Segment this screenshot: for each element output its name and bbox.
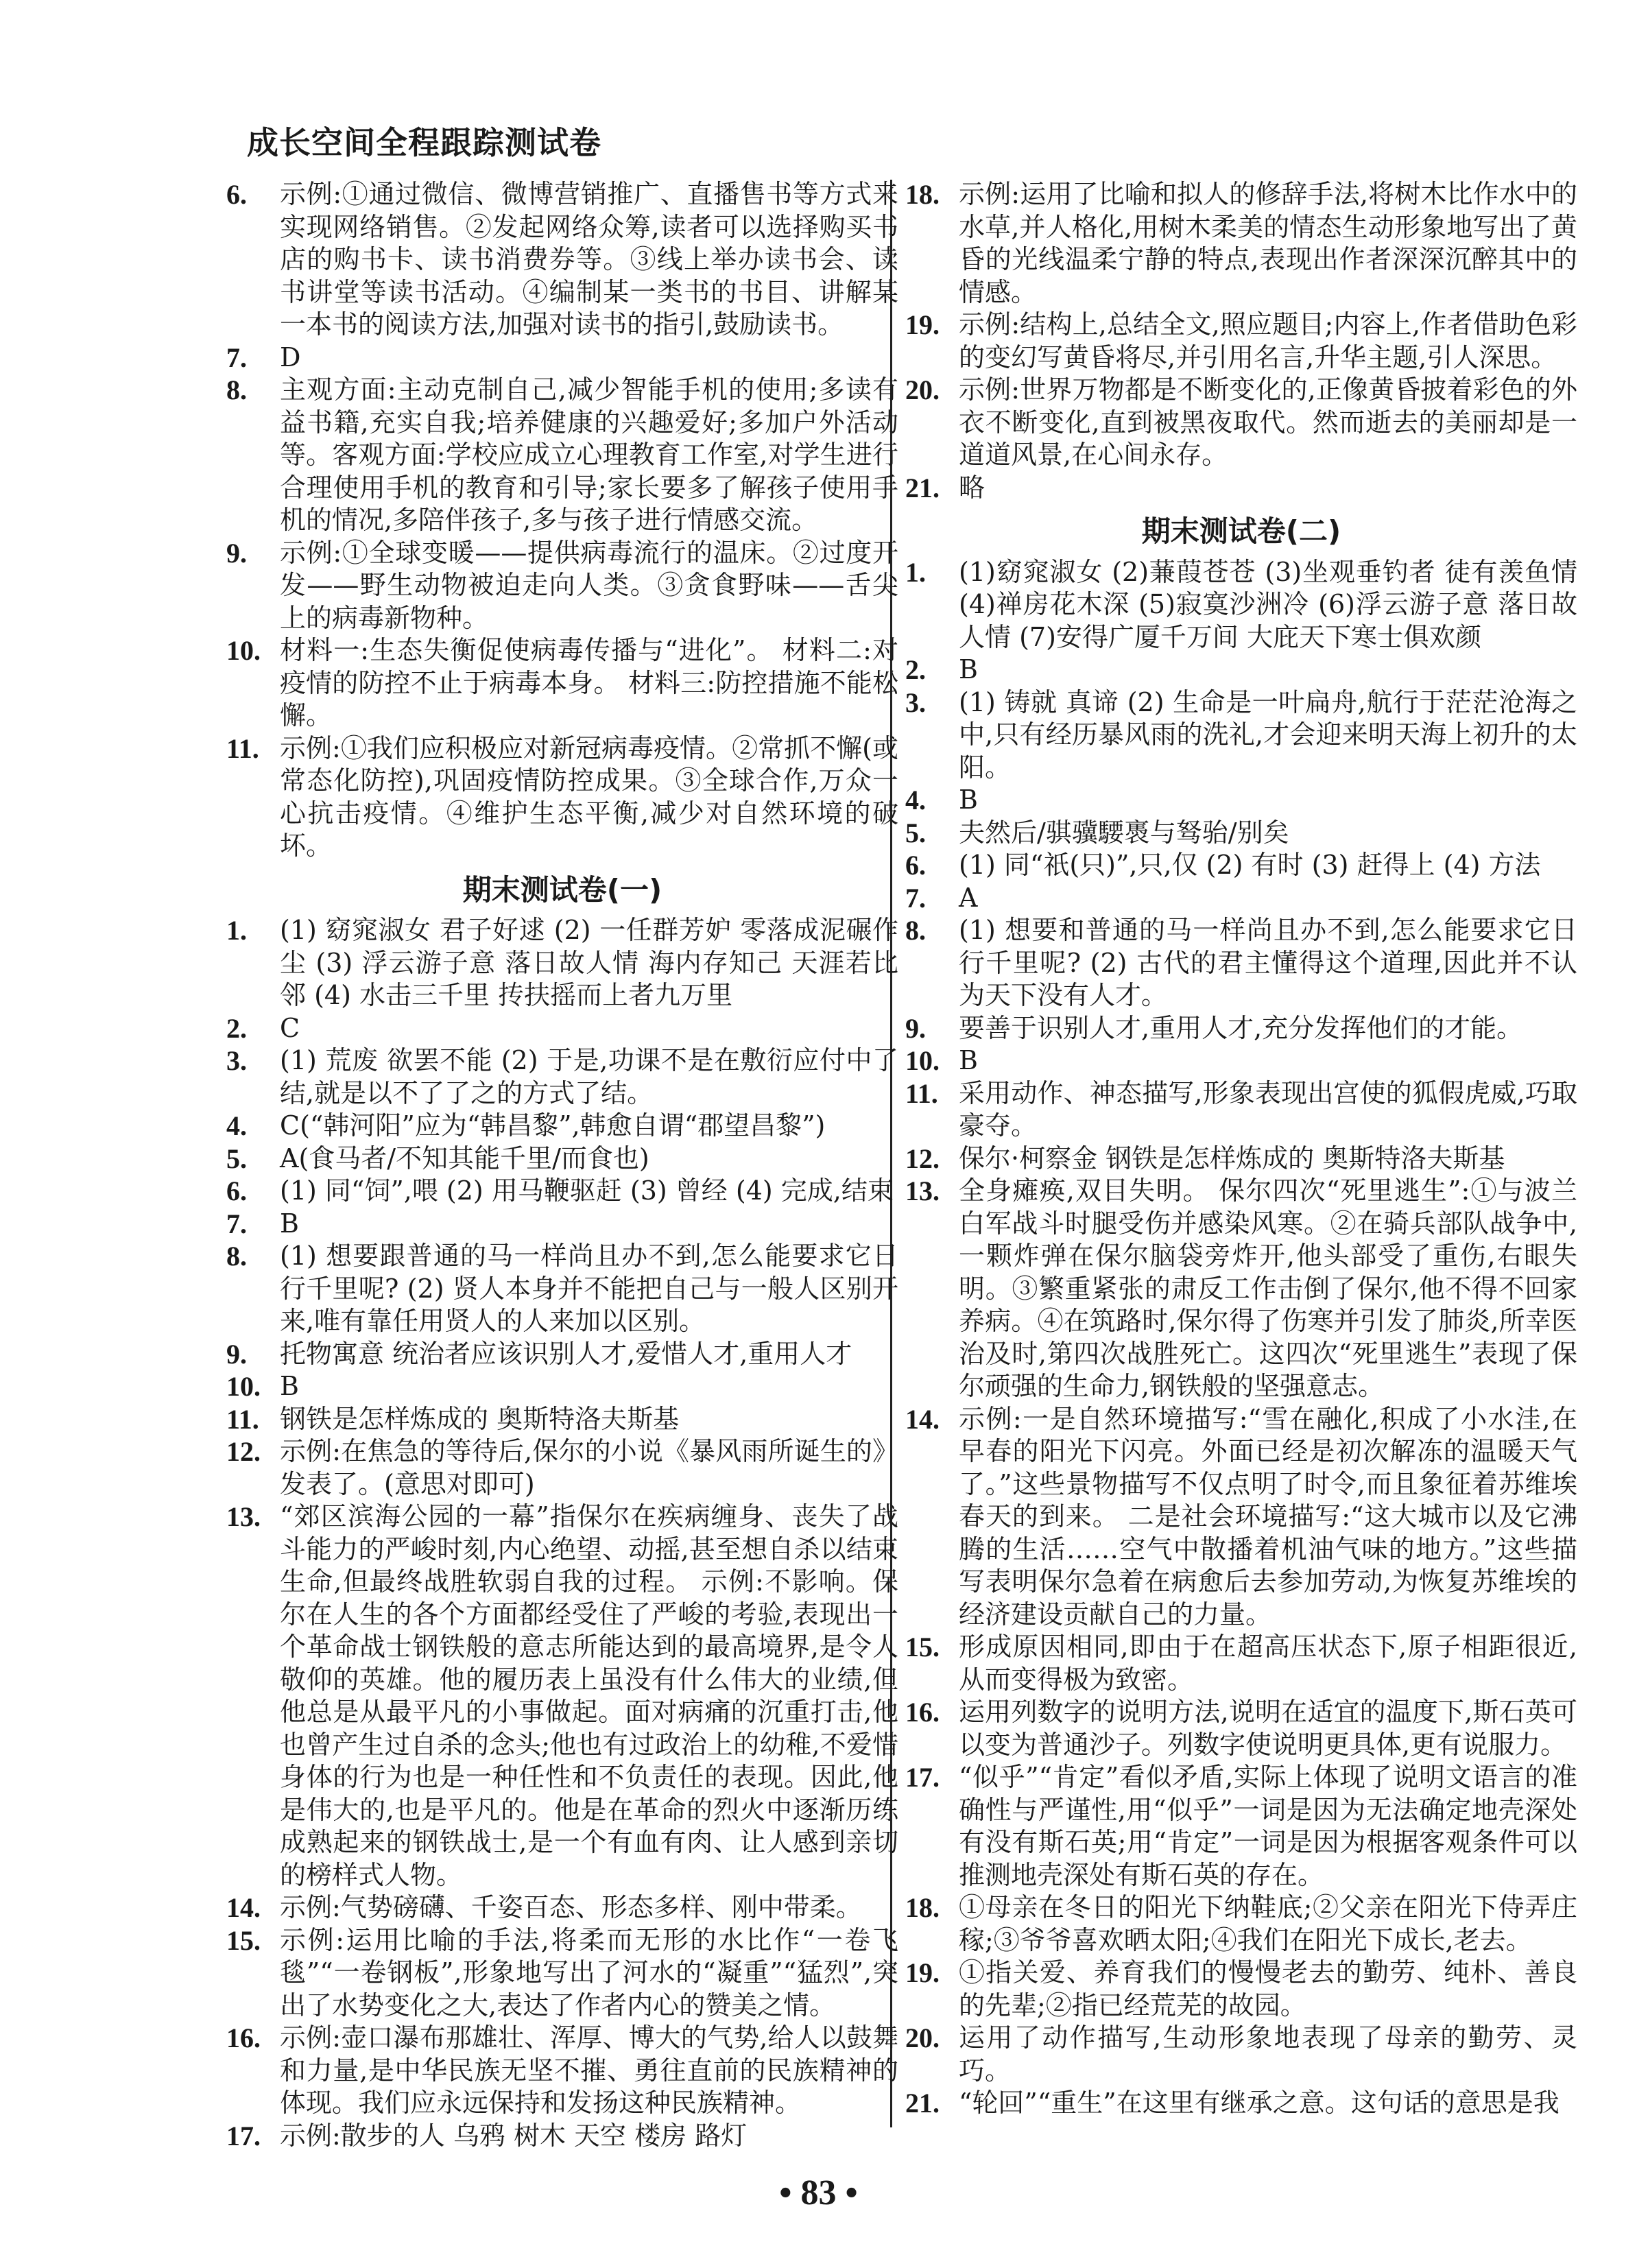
question-number: 9. <box>226 1338 247 1370</box>
question-number: 8. <box>226 1241 247 1272</box>
answer-text: 示例:①我们应积极应对新冠病毒疫情。②常抓不懈(或常态化防控),巩固疫情防控成果。③全球合作,万众一心抗击疫情。④维护生态平衡,减少对自然环境的破坏。 <box>280 732 898 861</box>
question-number: 17. <box>226 2120 261 2151</box>
answer-item <box>905 1631 1577 1696</box>
answer-item <box>905 178 1577 309</box>
answer-item <box>226 1501 898 1891</box>
question-number: 5. <box>905 817 926 848</box>
answer-text: B <box>959 1045 978 1075</box>
question-number: 5. <box>226 1143 247 1174</box>
answer-item <box>905 1077 1577 1143</box>
answer-item <box>905 687 1577 785</box>
answer-text: “似乎”“肯定”看似矛盾,实际上体现了说明文语言的准确性与严谨性,用“似乎”一词是因为无法确定地壳深处有没有斯石英;用“肯定”一词是因为根据客观条件可以推测地壳深处有斯石英的存在。 <box>959 1762 1577 1890</box>
answer-item <box>226 1403 898 1436</box>
question-number: 18. <box>905 179 940 210</box>
answer-item <box>226 1240 898 1338</box>
question-number: 8. <box>905 915 926 946</box>
answer-text: (1)窈窕淑女 (2)蒹葭苍苍 (3)坐观垂钓者 徒有羡鱼情 (4)禅房花木深 (5)寂寞沙洲冷 (6)浮云游子意 落日故人情 (7)安得广厦千万间 大庇天下寒士俱欢颜 <box>959 556 1577 652</box>
question-number: 20. <box>905 374 940 405</box>
answer-text: (1) 窈窕淑女 君子好逑 (2) 一任群芳妒 零落成泥碾作尘 (3) 浮云游子意 落日故人情 海内存知己 天涯若比邻 (4) 水击三千里 抟扶摇而上者九万里 <box>280 915 898 1010</box>
answer-item <box>905 309 1577 374</box>
answer-text: 材料一:生态失衡促使病毒传播与“进化”。 材料二:对疫情的防控不止于病毒本身。 材料三:防控措施不能松懈。 <box>280 635 898 730</box>
page-header-title: 成长空间全程跟踪测试卷 <box>247 124 601 161</box>
answer-text: 保尔·柯察金 钢铁是怎样炼成的 奥斯特洛夫斯基 <box>959 1143 1505 1173</box>
question-number: 7. <box>905 882 926 914</box>
answer-item <box>226 1175 898 1208</box>
question-number: 2. <box>905 654 926 685</box>
answer-text: (1) 同“饲”,喂 (2) 用马鞭驱赶 (3) 曾经 (4) 完成,结束 <box>280 1175 894 1206</box>
answer-item <box>905 817 1577 850</box>
question-number: 11. <box>905 1077 938 1109</box>
answer-item <box>226 1012 898 1045</box>
answer-text: B <box>959 654 978 684</box>
answer-item <box>226 1924 898 2022</box>
question-number: 10. <box>226 1371 261 1402</box>
question-number: 15. <box>226 1924 261 1956</box>
answer-item <box>226 1370 898 1403</box>
answer-text: 托物寓意 统治者应该识别人才,爱惜人才,重用人才 <box>280 1338 852 1369</box>
answer-item <box>905 1012 1577 1045</box>
question-number: 7. <box>226 1208 247 1239</box>
answer-text: 示例:结构上,总结全文,照应题目;内容上,作者借助色彩的变幻写黄昏将尽,并引用名言,升华主题,引人深思。 <box>959 309 1577 372</box>
question-number: 7. <box>226 342 247 373</box>
answer-text: 示例:在焦急的等待后,保尔的小说《暴风雨所诞生的》发表了。(意思对即可) <box>280 1436 898 1499</box>
answer-item <box>226 178 898 342</box>
answer-text: ①指关爱、养育我们的慢慢老去的勤劳、纯朴、善良的先辈;②指已经荒芜的故园。 <box>959 1957 1577 2020</box>
section-title-final-test-1: 期末测试卷(一) <box>462 872 662 907</box>
answer-item <box>226 537 898 635</box>
answer-item <box>226 1338 898 1371</box>
answer-text: (1) 同“祇(只)”,只,仅 (2) 有时 (3) 赶得上 (4) 方法 <box>959 850 1541 880</box>
answer-text: (1) 想要跟普通的马一样尚且办不到,怎么能要求它日行千里呢? (2) 贤人本身并不能把自己与一般人区别开来,唯有靠任用贤人的人来加以区别。 <box>280 1241 898 1336</box>
answer-item <box>905 882 1577 915</box>
question-number: 4. <box>905 785 926 815</box>
answer-text: 示例:运用比喻的手法,将柔而无形的水比作“一卷飞毯”“一卷钢板”,形象地写出了河水的“凝重”“猛烈”,突出了水势变化之大,表达了作者内心的赞美之情。 <box>280 1924 898 2020</box>
answer-item <box>905 1045 1577 1077</box>
question-number: 19. <box>905 309 940 340</box>
question-number: 1. <box>905 556 926 588</box>
answer-text: ①母亲在冬日的阳光下纳鞋底;②父亲在阳光下侍弄庄稼;③爷爷喜欢晒太阳;④我们在阳光下成长,老去。 <box>959 1892 1577 1955</box>
answer-text: C(“韩河阳”应为“韩昌黎”,韩愈自谓“郡望昌黎”) <box>280 1110 826 1141</box>
question-number: 8. <box>226 374 247 405</box>
answer-item <box>226 1208 898 1241</box>
answer-item <box>905 1891 1577 1957</box>
answer-text: 全身瘫痪,双目失明。 保尔四次“死里逃生”:①与波兰白军战斗时腿受伤并感染风寒。②在骑兵部队战争中,一颗炸弹在保尔脑袋旁炸开,他头部受了重伤,右眼失明。③繁重紧张的肃反工作击倒了保尔,他不得不回家养病。④在筑路时,保尔得了伤寒并引发了肺炎,所幸医治及时,第四次战胜死亡。这四次“死里逃生”表现了保尔顽强的生命力,钢铁般的坚强意志。 <box>959 1175 1577 1401</box>
answer-text: 主观方面:主动克制自己,减少智能手机的使用;多读有益书籍,充实自我;培养健康的兴趣爱好;多加户外活动等。客观方面:学校应成立心理教育工作室,对学生进行合理使用手机的教育和引导;家长要多了解孩子使用手机的情况,多陪伴孩子,多与孩子进行情感交流。 <box>280 374 898 535</box>
question-number: 21. <box>905 472 940 503</box>
answer-text: (1) 荒废 欲罢不能 (2) 于是,功课不是在敷衍应付中了结,就是以不了了之的方式了结。 <box>280 1045 898 1108</box>
answer-text: 钢铁是怎样炼成的 奥斯特洛夫斯基 <box>280 1403 680 1434</box>
section-title-final-test-2: 期末测试卷(二) <box>1141 514 1341 548</box>
answer-text: B <box>280 1208 299 1239</box>
answer-text: A(食马者/不知其能千里/而食也) <box>280 1143 649 1173</box>
answer-item <box>226 732 898 863</box>
answer-item <box>905 784 1577 817</box>
question-number: 6. <box>226 1175 247 1206</box>
question-number: 9. <box>226 537 247 569</box>
left-answers-final-test-1 <box>226 914 898 2152</box>
question-number: 6. <box>226 179 247 210</box>
answer-item <box>226 374 898 537</box>
answer-text: D <box>280 342 301 372</box>
right-answers-continued <box>905 178 1577 504</box>
answer-text: (1) 想要和普通的马一样尚且办不到,怎么能要求它日行千里呢? (2) 古代的君主懂得这个道理,因此并不认为天下没有人才。 <box>959 915 1577 1010</box>
question-number: 19. <box>905 1957 940 1988</box>
answer-item <box>905 1957 1577 2022</box>
answer-item <box>905 2022 1577 2087</box>
answer-item <box>226 1110 898 1143</box>
question-number: 20. <box>905 2022 940 2053</box>
answer-text: 要善于识别人才,重用人才,充分发挥他们的才能。 <box>959 1012 1523 1043</box>
answer-item <box>905 654 1577 687</box>
answer-text: 形成原因相同,即由于在超高压状态下,原子相距很近,从而变得极为致密。 <box>959 1632 1577 1695</box>
question-number: 12. <box>226 1436 261 1467</box>
question-number: 14. <box>226 1892 261 1923</box>
answer-item <box>226 914 898 1012</box>
answer-item <box>905 1696 1577 1761</box>
question-number: 14. <box>905 1403 940 1435</box>
question-number: 10. <box>226 635 261 666</box>
answer-item <box>905 1175 1577 1403</box>
page-number: • 83 • <box>779 2173 858 2212</box>
answer-text: 示例:一是自然环境描写:“雪在融化,积成了小水洼,在早春的阳光下闪亮。外面已经是初次解冻的温暖天气了。”这些景物描写不仅点明了时令,而且象征着苏维埃春天的到来。 二是社会环境描写:“这大城市以及它沸腾的生活……空气中散播着机油气味的地方。”这些描写表明保尔急着在病愈后去参加劳动,为恢复苏维埃的经济建设贡献自己的力量。 <box>959 1403 1577 1630</box>
answer-item <box>905 849 1577 882</box>
answer-item <box>905 1403 1577 1632</box>
question-number: 16. <box>226 2022 261 2053</box>
answer-item <box>226 1143 898 1175</box>
answer-text: “郊区滨海公园的一幕”指保尔在疾病缠身、丧失了战斗能力的严峻时刻,内心绝望、动摇,甚至想自杀以结束生命,但最终战胜软弱自我的过程。 示例:不影响。保尔在人生的各个方面都经受住了严峻的考验,表现出一个革命战士钢铁般的意志所能达到的最高境界,是令人敬仰的英雄。他的履历表上虽没有什么伟大的业绩,但他总是从最平凡的小事做起。面对病痛的沉重打击,他也曾产生过自杀的念头;他也有过政治上的幼稚,不爱惜身体的行为也是一种任性和不负责任的表现。因此,他是伟大的,也是平凡的。他是在革命的烈火中逐渐历练成熟起来的钢铁战士,是一个有血有肉、让人感到亲切的榜样式人物。 <box>280 1501 898 1890</box>
question-number: 10. <box>905 1045 940 1076</box>
answer-text: “轮回”“重生”在这里有继承之意。这句话的意思是我 <box>959 2088 1560 2118</box>
answer-item <box>905 556 1577 654</box>
answer-item <box>905 472 1577 505</box>
answer-text: 略 <box>959 472 985 503</box>
answer-text: 示例:气势磅礴、千姿百态、形态多样、刚中带柔。 <box>280 1892 862 1922</box>
question-number: 13. <box>226 1501 261 1532</box>
question-number: 3. <box>905 687 926 718</box>
left-answers-continued <box>226 178 898 863</box>
answer-item <box>905 2087 1577 2120</box>
answer-text: (1) 铸就 真谛 (2) 生命是一叶扁舟,航行于茫茫沧海之中,只有经历暴风雨的洗礼,才会迎来明天海上初升的太阳。 <box>959 687 1577 783</box>
question-number: 6. <box>905 850 926 881</box>
question-number: 1. <box>226 915 247 946</box>
right-column <box>905 178 1577 2120</box>
answer-item <box>905 914 1577 1012</box>
answer-text: 采用动作、神态描写,形象表现出宫使的狐假虎威,巧取豪夺。 <box>959 1077 1577 1141</box>
answer-item <box>226 2022 898 2120</box>
question-number: 9. <box>905 1012 926 1044</box>
answer-text: 示例:①全球变暖——提供病毒流行的温床。②过度开发——野生动物被迫走向人类。③贪食野味——舌尖上的病毒新物种。 <box>280 537 898 633</box>
answer-item <box>905 1761 1577 1891</box>
question-number: 4. <box>226 1110 247 1141</box>
answer-item <box>226 342 898 374</box>
answer-text: B <box>280 1371 299 1401</box>
question-number: 21. <box>905 2088 940 2118</box>
answer-text: 运用列数字的说明方法,说明在适宜的温度下,斯石英可以变为普通沙子。列数字使说明更具体,更有说服力。 <box>959 1697 1577 1760</box>
answer-item <box>226 634 898 732</box>
question-number: 11. <box>226 1403 259 1435</box>
question-number: 17. <box>905 1762 940 1793</box>
question-number: 13. <box>905 1175 940 1206</box>
answer-text: 示例:①通过微信、微博营销推广、直播售书等方式来实现网络销售。②发起网络众筹,读者可以选择购买书店的购书卡、读书消费券等。③线上举办读书会、读书讲堂等读书活动。④编制某一类书的书目、讲解某一本书的阅读方法,加强对读书的指引,鼓励读书。 <box>280 179 898 339</box>
question-number: 16. <box>905 1697 940 1728</box>
answer-item <box>226 2120 898 2153</box>
answer-text: A <box>959 882 978 913</box>
answer-text: 示例:世界万物都是不断变化的,正像黄昏披着彩色的外衣不断变化,直到被黑夜取代。然而逝去的美丽却是一道道风景,在心间永存。 <box>959 374 1577 470</box>
answer-text: B <box>959 785 978 815</box>
question-number: 11. <box>226 732 259 764</box>
answer-text: C <box>280 1012 300 1043</box>
answer-text: 运用了动作描写,生动形象地表现了母亲的勤劳、灵巧。 <box>959 2022 1577 2086</box>
answer-text: 示例:散步的人 乌鸦 树木 天空 楼房 路灯 <box>280 2120 748 2151</box>
answer-item <box>905 374 1577 472</box>
answer-item <box>905 1143 1577 1175</box>
question-number: 3. <box>226 1045 247 1076</box>
right-answers-final-test-2 <box>905 556 1577 2120</box>
answer-item <box>226 1435 898 1501</box>
left-column <box>226 178 898 2152</box>
question-number: 12. <box>905 1143 940 1174</box>
answer-text: 夫然后/骐骥騕褭与驽骀/别矣 <box>959 817 1289 848</box>
question-number: 15. <box>905 1632 940 1662</box>
answer-text: 示例:运用了比喻和拟人的修辞手法,将树木比作水中的水草,并人格化,用树木柔美的情态生动形象地写出了黄昏的光线温柔宁静的特点,表现出作者深深沉醉其中的情感。 <box>959 179 1577 307</box>
answer-item <box>226 1045 898 1110</box>
answer-item <box>226 1891 898 1924</box>
question-number: 18. <box>905 1892 940 1923</box>
answer-text: 示例:壶口瀑布那雄壮、浑厚、博大的气势,给人以鼓舞和力量,是中华民族无坚不摧、勇往直前的民族精神的体现。我们应永远保持和发扬这种民族精神。 <box>280 2022 898 2118</box>
question-number: 2. <box>226 1012 247 1044</box>
